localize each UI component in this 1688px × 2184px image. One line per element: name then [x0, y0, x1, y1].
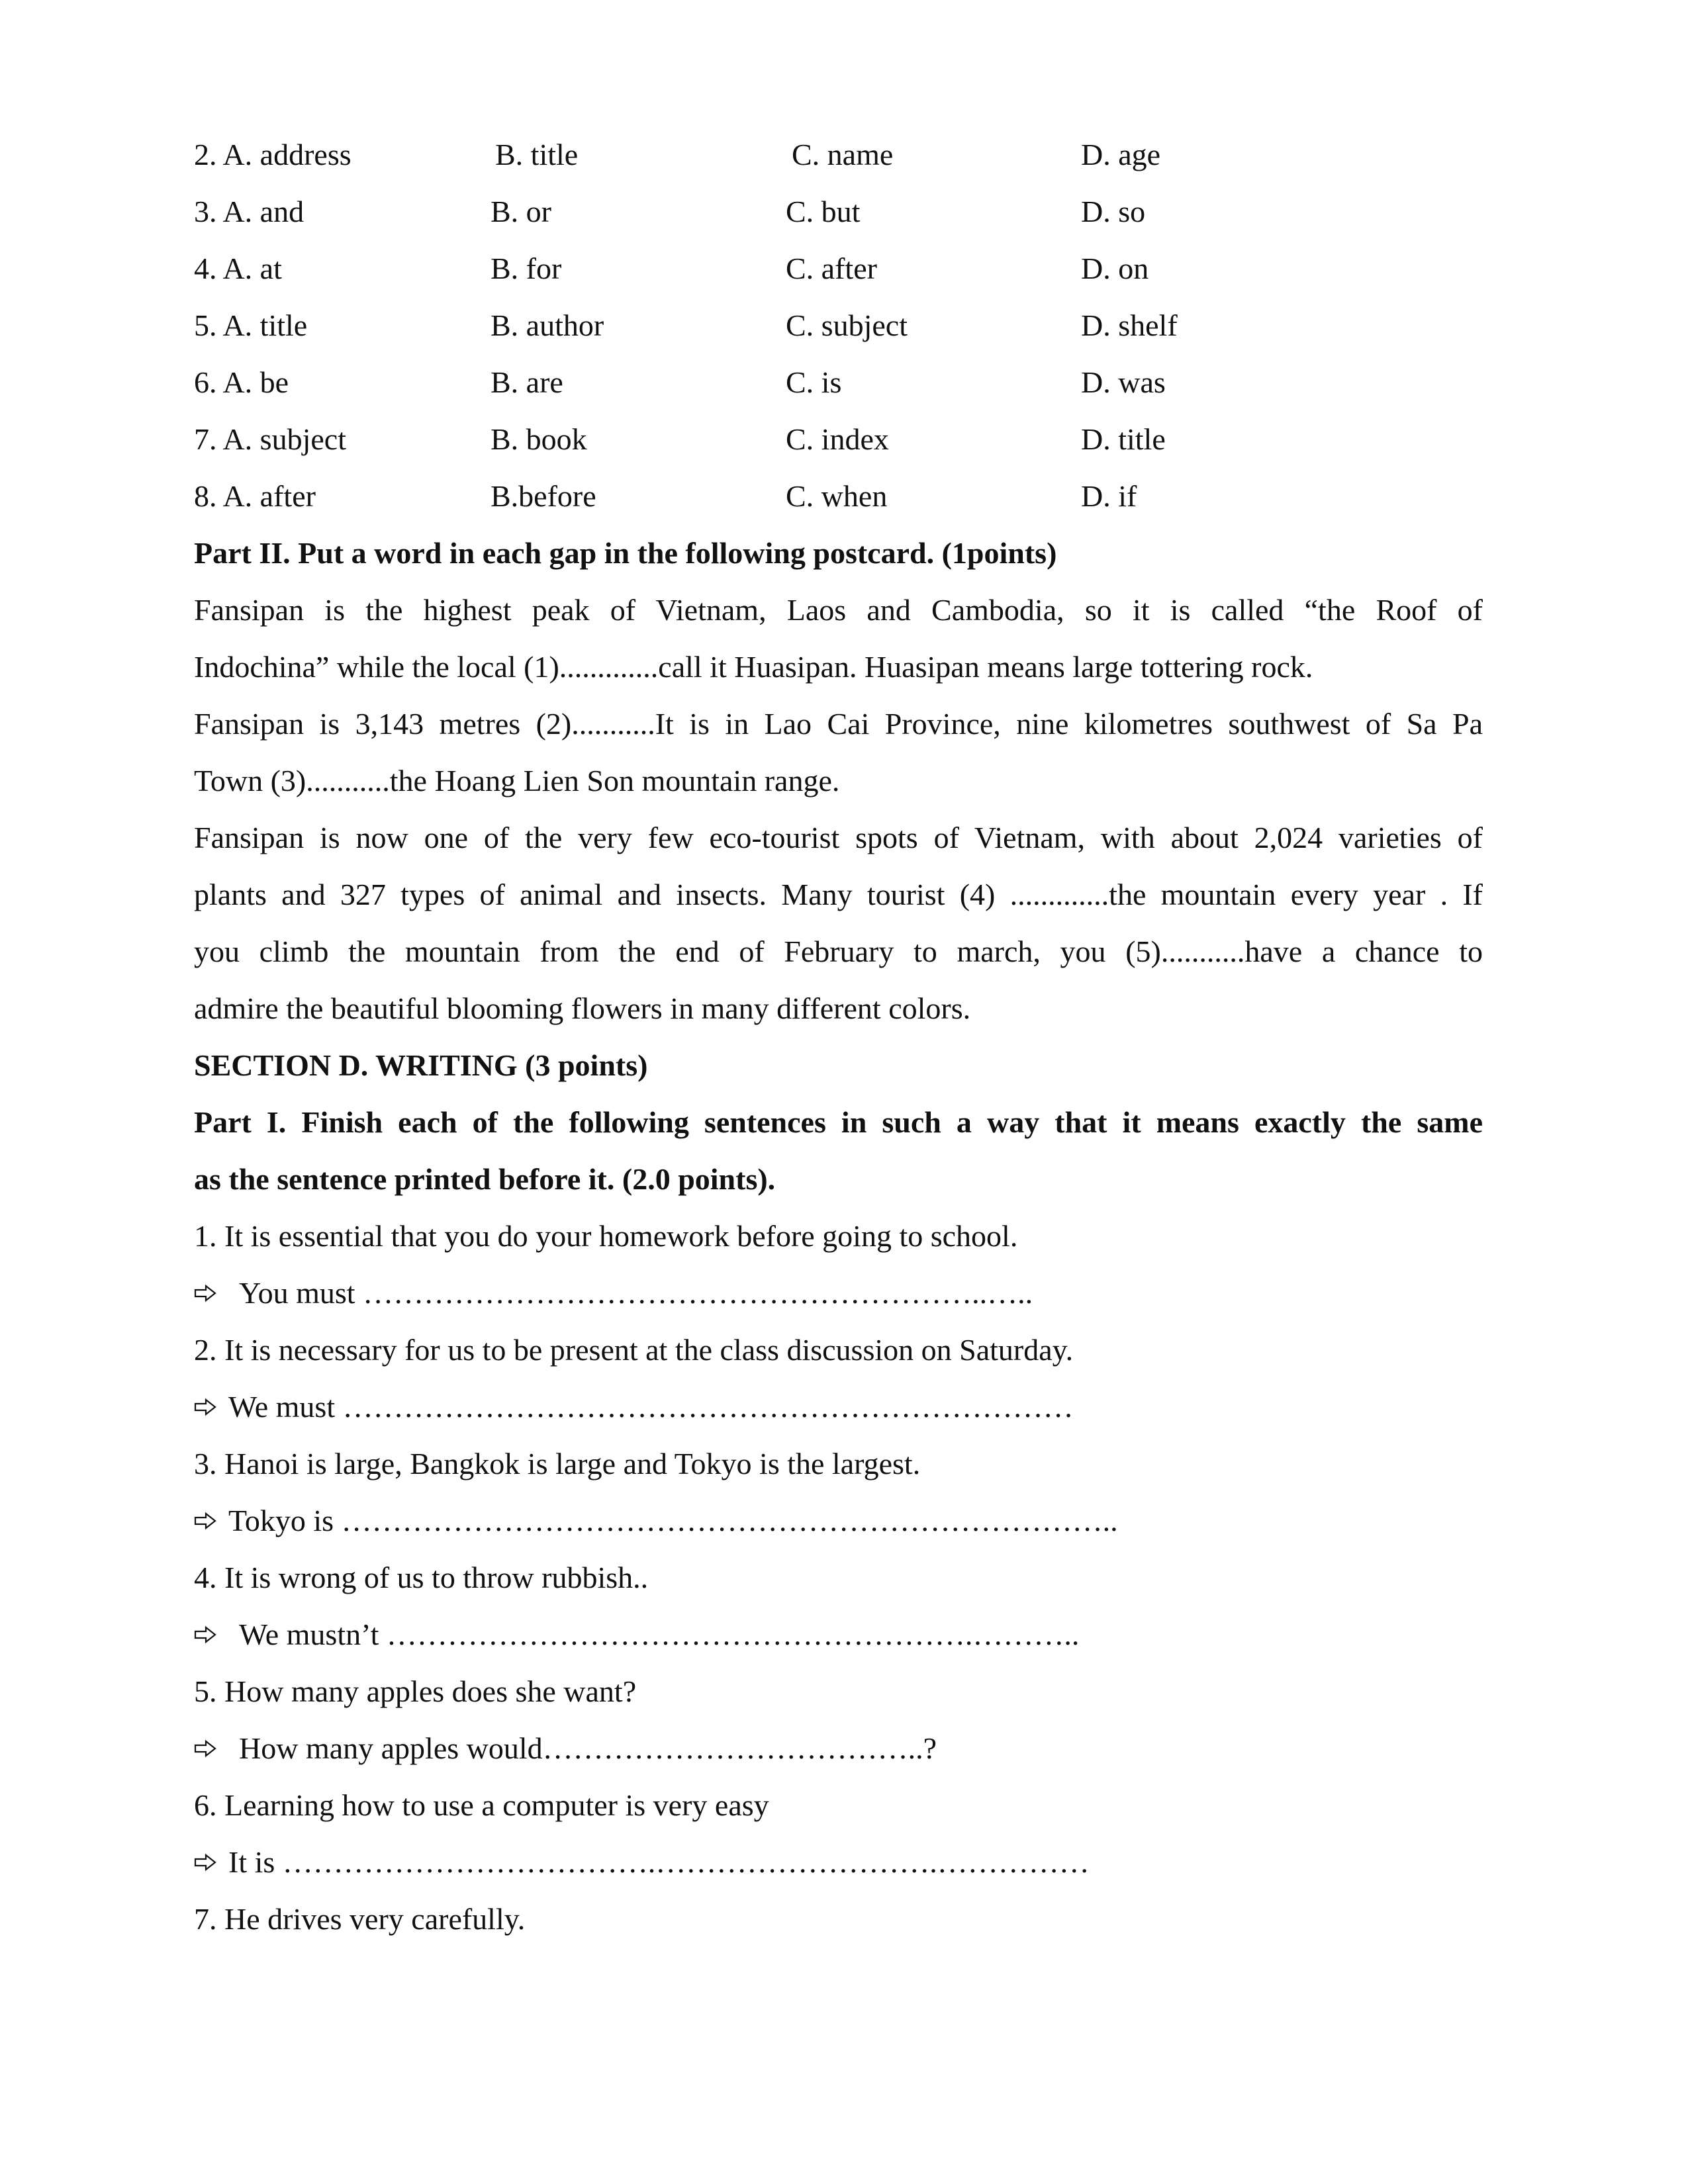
- option-c: C. after: [786, 251, 877, 285]
- question-sentence: 6. Learning how to use a computer is very easy: [194, 1788, 769, 1822]
- option-c: C. subject: [786, 308, 908, 342]
- passage-line: plants and 327 types of animal and insects. Many tourist (4) .............the mountain every year . If: [194, 878, 1483, 911]
- option-b: B.before: [491, 479, 596, 513]
- option-d: D. shelf: [1081, 308, 1178, 342]
- question-sentence: 5. How many apples does she want?: [194, 1674, 637, 1708]
- option-b: B. or: [491, 195, 551, 228]
- passage-line: admire the beautiful blooming flowers in many different colors.: [194, 991, 971, 1025]
- option-d: D. title: [1081, 422, 1166, 456]
- passage-line: Town (3)...........the Hoang Lien Son mountain range.: [194, 764, 840, 797]
- passage-line: Fansipan is the highest peak of Vietnam, Laos and Cambodia, so it is called “the Roof of: [194, 593, 1483, 627]
- option-c: C. name: [792, 138, 894, 171]
- option-a: 6. A. be: [194, 365, 289, 399]
- option-d: D. was: [1081, 365, 1166, 399]
- answer-line: [194, 1273, 1033, 1313]
- option-a: 7. A. subject: [194, 422, 346, 456]
- option-d: D. if: [1081, 479, 1137, 513]
- answer-prompt: We mustn’t ………………………………………………….………..: [239, 1617, 1080, 1651]
- question-sentence: 4. It is wrong of us to throw rubbish..: [194, 1561, 649, 1594]
- option-c: C. when: [786, 479, 888, 513]
- answer-prompt: It is ……………………………….……………………….……………: [228, 1845, 1090, 1879]
- option-b: B. are: [491, 365, 563, 399]
- option-c: C. but: [786, 195, 861, 228]
- question-sentence: 1. It is essential that you do your homework before going to school.: [194, 1219, 1018, 1253]
- option-a: 8. A. after: [194, 479, 316, 513]
- option-a: 3. A. and: [194, 195, 305, 228]
- answer-line: [194, 1729, 937, 1768]
- answer-prompt: We must ………………………………………………………………: [228, 1390, 1074, 1424]
- option-b: B. title: [495, 138, 579, 171]
- option-c: C. index: [786, 422, 889, 456]
- answer-line: [194, 1615, 1079, 1655]
- answer-prompt: Tokyo is …………………………………………………………………..: [228, 1504, 1118, 1537]
- outlined-right-arrow-icon: [194, 1729, 239, 1768]
- option-b: B. book: [491, 422, 587, 456]
- option-d: D. age: [1081, 138, 1161, 171]
- part1-heading-line: as the sentence printed before it. (2.0 points).: [194, 1162, 776, 1196]
- passage-line: Fansipan is now one of the very few eco-tourist spots of Vietnam, with about 2,024 varieties of: [194, 821, 1483, 854]
- outlined-right-arrow-icon: [194, 1273, 239, 1313]
- part1-heading-line: Part I. Finish each of the following sentences in such a way that it means exactly the same: [194, 1105, 1483, 1139]
- section-d-heading: SECTION D. WRITING (3 points): [194, 1048, 648, 1082]
- option-a: 2. A. address: [194, 138, 352, 171]
- option-a: 4. A. at: [194, 251, 282, 285]
- outlined-right-arrow-icon: [194, 1615, 239, 1655]
- passage-line: Indochina” while the local (1).............call it Huasipan. Huasipan means large tottering rock.: [194, 650, 1313, 684]
- part2-heading: Part II. Put a word in each gap in the following postcard. (1points): [194, 536, 1057, 570]
- passage-line: Fansipan is 3,143 metres (2)...........It is in Lao Cai Province, nine kilometres southwest of Sa Pa: [194, 707, 1483, 741]
- option-d: D. on: [1081, 251, 1149, 285]
- option-a: 5. A. title: [194, 308, 308, 342]
- answer-prompt: You must ……………………………………………………..…..: [239, 1276, 1033, 1310]
- answer-prompt: How many apples would………………………………..?: [239, 1731, 937, 1765]
- option-d: D. so: [1081, 195, 1146, 228]
- answer-line: [194, 1843, 1090, 1882]
- answer-line: [194, 1501, 1118, 1541]
- outlined-right-arrow-icon: [194, 1843, 228, 1882]
- option-b: B. for: [491, 251, 562, 285]
- question-sentence: 7. He drives very carefully.: [194, 1902, 526, 1936]
- question-sentence: 2. It is necessary for us to be present at the class discussion on Saturday.: [194, 1333, 1074, 1367]
- option-c: C. is: [786, 365, 842, 399]
- outlined-right-arrow-icon: [194, 1501, 228, 1541]
- outlined-right-arrow-icon: [194, 1387, 228, 1427]
- question-sentence: 3. Hanoi is large, Bangkok is large and Tokyo is the largest.: [194, 1447, 921, 1480]
- passage-line: you climb the mountain from the end of February to march, you (5)...........have a chance to: [194, 934, 1483, 968]
- answer-line: [194, 1387, 1074, 1427]
- option-b: B. author: [491, 308, 604, 342]
